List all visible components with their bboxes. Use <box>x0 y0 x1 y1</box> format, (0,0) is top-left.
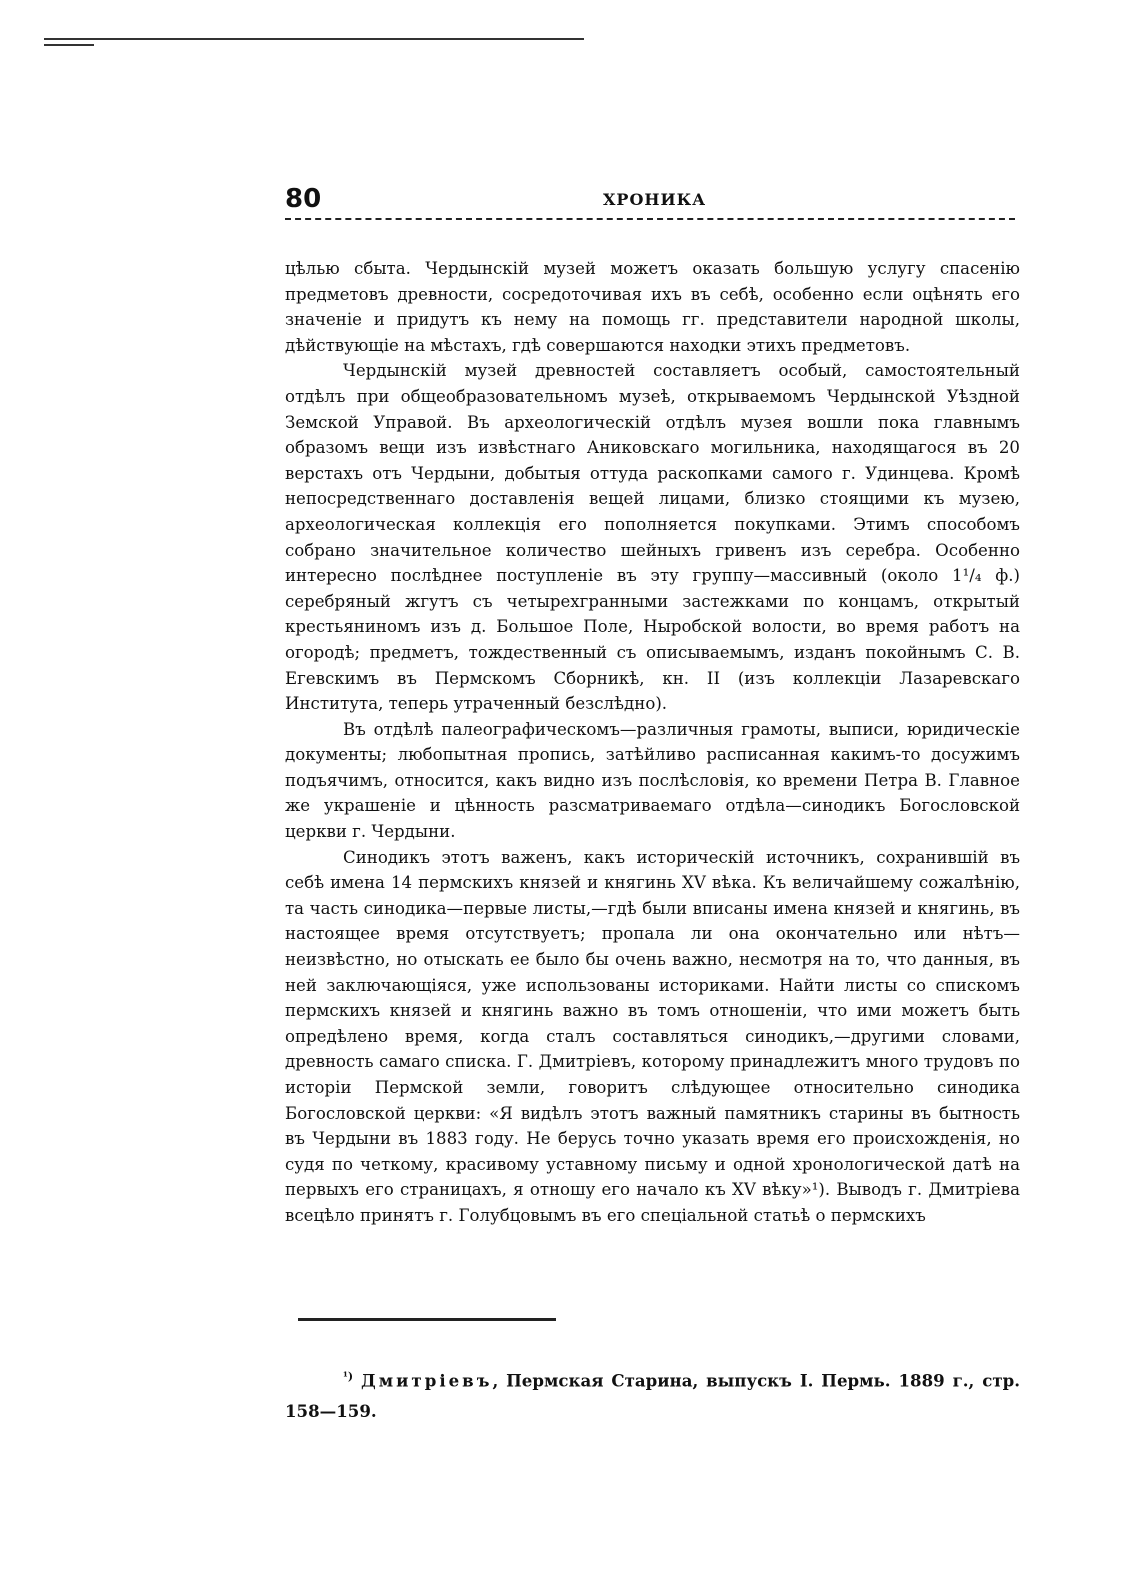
body-text <box>285 256 1020 1229</box>
running-title: ХРОНИКА <box>603 190 707 209</box>
paragraph-4: Синодикъ этотъ важенъ, какъ историческій источникъ, сохранившій въ себѣ имена 14 пермскихъ князей и княгинь XV вѣка. Къ величайшему сожалѣнію, та часть синодика—первые листы,—гдѣ были вписаны имена князей и княгинь, въ настоящее время отсутствуетъ; пропала ли она окончательно или нѣтъ—неизвѣстно, но отыскать ее было бы очень важно, несмотря на то, что данныя, въ ней заключающіяся, уже использованы историками. Найти листы со спискомъ пермскихъ князей и княгинь важно въ томъ отношеніи, что ими можетъ быть опредѣлено время, когда сталъ составляться синодикъ,—другими словами, древность самаго списка. Г. Дмитріевъ, которому принадлежитъ много трудовъ по исторіи Пермской земли, говоритъ слѣдующее относительно синодика Богословской церкви: «Я видѣлъ этотъ важный памятникъ старины въ бытность въ Чердыни въ 1883 году. Не берусь точно указать время его происхожденія, но судя по четкому, красивому уставному письму и одной хронологической датѣ на первыхъ его страницахъ, я отношу его начало къ XV вѣку»¹). Выводъ г. Дмитріева всецѣло принятъ г. Голубцовымъ въ его спеціальной статьѣ о пермскихъ <box>285 847 1020 1225</box>
header-rule <box>285 218 1015 220</box>
footnote-rule <box>298 1318 556 1321</box>
paragraph-1: цѣлью сбыта. Чердынскій музей можетъ оказать большую услугу спасенію предметовъ древности, сосредоточивая ихъ въ себѣ, особенно если оцѣнять его значеніе и придутъ къ нему на помощь гг. представители народной школы, дѣйствующіе на мѣстахъ, гдѣ совершаются находки этихъ предметовъ. <box>285 259 1020 355</box>
page-header <box>285 184 1015 218</box>
footnote-author: Дмитріевъ <box>360 1370 493 1391</box>
footnote-marker: ¹) <box>343 1370 354 1383</box>
scan-edge-line <box>44 38 584 40</box>
paragraph-3: Въ отдѣлѣ палеографическомъ—различныя грамоты, выписи, юридическіе документы; любопытная пропись, затѣйливо расписанная какимъ-то досужимъ подъячимъ, относится, какъ видно изъ послѣсловія, ко времени Петра В. Главное же украшеніе и цѣнность разсматриваемаго отдѣла—синодикъ Богословской церкви г. Чердыни. <box>285 719 1020 842</box>
paragraph-2: Чердынскій музей древностей составляетъ особый, самостоятельный отдѣлъ при общеобразовательномъ музеѣ, открываемомъ Чердынской Уѣздной Земской Управой. Въ археологическій отдѣлъ музея вошли пока главнымъ образомъ вещи изъ извѣстнаго Аниковскаго могильника, находящагося въ 20 верстахъ отъ Чердыни, добытыя оттуда раскопками самого г. Удинцева. Кромѣ непосредственнаго доставленія вещей лицами, близко стоящими къ музею, археологическая коллекція его пополняется покупками. Этимъ способомъ собрано значительное количество шейныхъ гривенъ изъ серебра. Особенно интересно послѣднее поступленіе въ эту группу—массивный (около 1¹/₄ ф.) серебряный жгутъ съ четырехгранными застежками по концамъ, открытый крестьяниномъ изъ д. Большое Поле, Ныробской волости, во время работъ на огородѣ; предметъ, тождественный съ описываемымъ, изданъ покойнымъ С. В. Егевскимъ въ Пермскомъ Сборникѣ, кн. II (изъ коллекціи Лазаревскаго Института, теперь утраченный безслѣдно). <box>285 361 1020 714</box>
scan-edge-mark <box>44 44 94 46</box>
page-number: 80 <box>285 184 322 214</box>
footnote <box>285 1362 1020 1426</box>
footnote-text: , Пермская Старина, выпускъ I. Пермь. 1889 г., стр. 158—159. <box>285 1370 1020 1421</box>
